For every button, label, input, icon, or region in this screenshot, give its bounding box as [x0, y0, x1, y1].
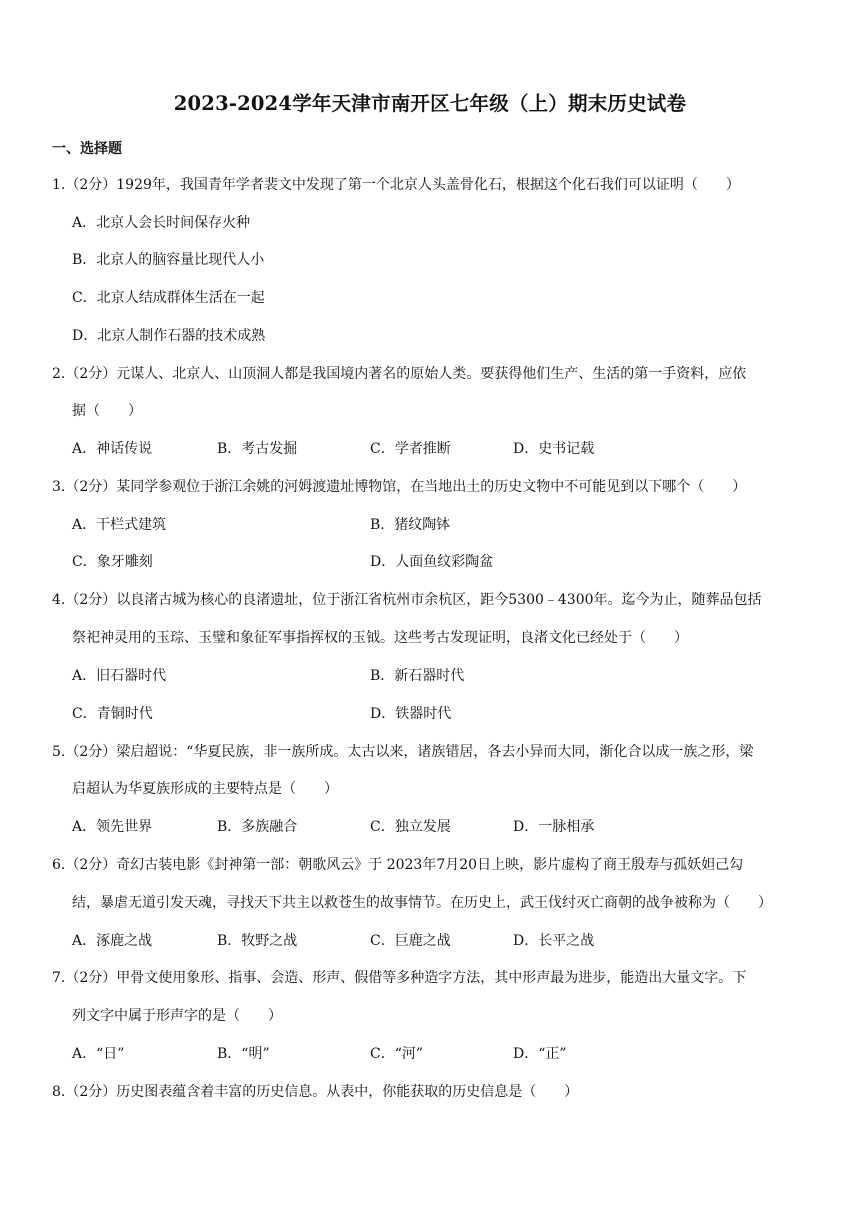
question-1-option-c: C．北京人结成群体生活在一起 — [72, 290, 265, 306]
question-4-option-d: D．铁器时代 — [370, 706, 452, 722]
question-2-option-a: A．神话传说 — [72, 441, 153, 457]
question-6-option-b: B．牧野之战 — [217, 933, 298, 949]
question-1-option-b: B．北京人的脑容量比现代人小 — [72, 252, 265, 268]
question-1-option-a: A．北京人会长时间保存火种 — [72, 215, 251, 231]
question-5-option-b: B．多族融合 — [217, 819, 298, 835]
question-7-option-d: D．“正” — [513, 1046, 567, 1062]
question-7-stem-cont: 列文字中属于形声字的是（ ） — [72, 1008, 282, 1024]
question-3-option-b: B．猪纹陶钵 — [370, 517, 451, 533]
question-6-option-c: C．巨鹿之战 — [370, 933, 451, 949]
question-2-option-c: C．学者推断 — [370, 441, 451, 457]
question-1-option-d: D．北京人制作石器的技术成熟 — [72, 328, 266, 344]
question-2-option-b: B．考古发掘 — [217, 441, 298, 457]
exam-title: 2023-2024学年天津市南开区七年级（上）期末历史试卷 — [173, 92, 687, 115]
question-7-stem: 7.（2分）甲骨文使用象形、指事、会造、形声、假借等多种造字方法，其中形声最为进步，能造出大量文字。下 — [52, 970, 747, 986]
question-2-option-d: D．史书记载 — [513, 441, 595, 457]
question-4-option-c: C．青铜时代 — [72, 706, 153, 722]
question-3-option-c: C．象牙雕刻 — [72, 554, 153, 570]
question-4-option-a: A．旧石器时代 — [72, 668, 167, 684]
question-3-option-a: A．干栏式建筑 — [72, 517, 167, 533]
question-3-stem: 3.（2分）某同学参观位于浙江余姚的河姆渡遗址博物馆，在当地出土的历史文物中不可能见到以下哪个（ ） — [52, 479, 747, 495]
question-6-option-d: D．长平之战 — [513, 933, 595, 949]
question-5-option-c: C．独立发展 — [370, 819, 451, 835]
question-5-option-d: D．一脉相承 — [513, 819, 595, 835]
question-5-option-a: A．领先世界 — [72, 819, 153, 835]
question-6-stem: 6.（2分）奇幻古装电影《封神第一部：朝歌风云》于 2023年7月20日上映，影片虚构了商王殷寿与孤妖妲己勾 — [52, 857, 744, 873]
section-heading: 一、选择题 — [52, 141, 122, 157]
question-8-stem: 8.（2分）历史图表蕴含着丰富的历史信息。从表中，你能获取的历史信息是（ ） — [52, 1084, 579, 1100]
question-3-option-d: D．人面鱼纹彩陶盆 — [370, 554, 494, 570]
question-5-stem: 5.（2分）梁启超说：“华夏民族，非一族所成。太古以来，诸族错居，各去小异而大同，渐化合以成一族之形，梁 — [52, 744, 754, 760]
question-7-option-b: B．“明” — [217, 1046, 270, 1062]
question-6-stem-cont: 结，暴虐无道引发天魂，寻找天下共主以救苍生的故事情节。在历史上，武王伐纣灭亡商朝的战争被称为（ ） — [72, 895, 772, 911]
question-4-option-b: B．新石器时代 — [370, 668, 465, 684]
question-7-option-a: A．“日” — [72, 1046, 125, 1062]
question-7-option-c: C．“河” — [370, 1046, 424, 1062]
question-2-stem-cont: 据（ ） — [72, 403, 142, 419]
question-1-stem: 1.（2分）1929年，我国青年学者裴文中发现了第一个北京人头盖骨化石，根据这个化石我们可以证明（ ） — [52, 177, 740, 193]
question-5-stem-cont: 启超认为华夏族形成的主要特点是（ ） — [72, 781, 338, 797]
question-4-stem: 4.（2分）以良渚古城为核心的良渚遗址，位于浙江省杭州市余杭区，距今5300﹣4300年。迄今为止，随葬品包括 — [52, 592, 762, 608]
question-6-option-a: A．涿鹿之战 — [72, 933, 153, 949]
question-2-stem: 2.（2分）元谋人、北京人、山顶洞人都是我国境内著名的原始人类。要获得他们生产、生活的第一手资料，应依 — [52, 366, 747, 382]
question-4-stem-cont: 祭祀神灵用的玉琮、玉璧和象征军事指挥权的玉钺。这些考古发现证明，良渚文化已经处于（ ） — [72, 630, 688, 646]
